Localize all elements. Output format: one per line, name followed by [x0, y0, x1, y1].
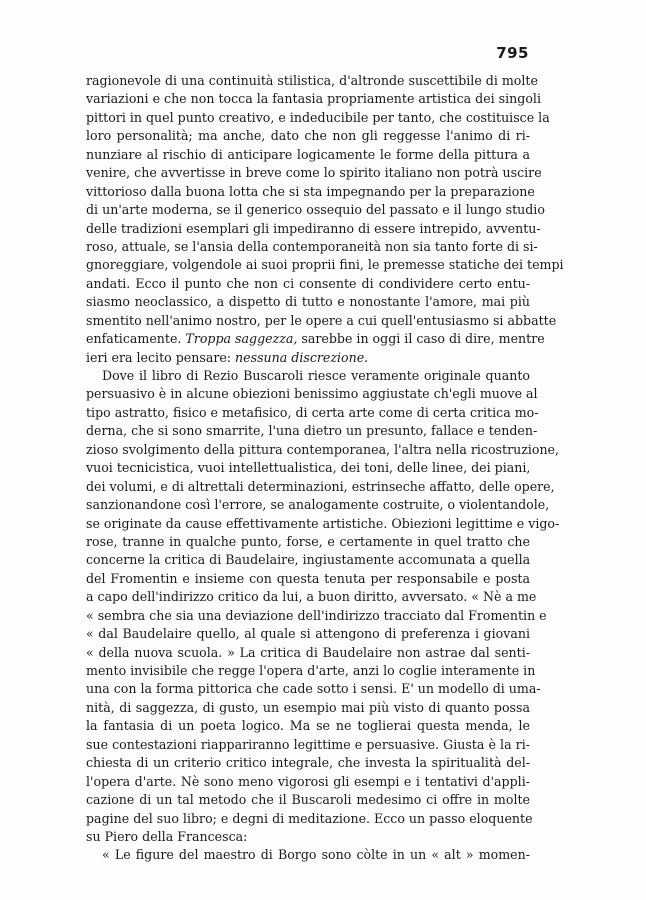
text-line: l'opera d'arte. Nè sono meno vigorosi gli esempi e i tentativi d'appli-: [86, 773, 530, 789]
text-line: del Fromentin e insieme con questa tenuta per responsabile e posta: [86, 570, 530, 586]
text-line: mento invisibile che regge l'opera d'arte, anzi lo coglie interamente in: [86, 663, 536, 678]
page-number: 795: [496, 44, 529, 62]
text-line: zioso svolgimento della pittura contemporanea, l'altra nella ricostruzione,: [86, 441, 560, 457]
emphasis: Troppa saggezza,: [185, 331, 298, 347]
text-line: se originate da cause effettivamente artistiche. Obiezioni legittime e vigo-: [86, 515, 560, 531]
text-line: siasmo neoclassico, a dispetto di tutto e nonostante l'amore, mai più: [86, 294, 530, 310]
text-line: rose, tranne in qualche punto, forse, e certamente in quel tratto che: [86, 533, 530, 549]
text-line: vittorioso dalla buona lotta che si sta impegnando per la preparazione: [86, 183, 535, 199]
text-line: smentito nell'animo nostro, per le opere a cui quell'entusiasmo si abbatte: [86, 312, 557, 328]
text-line: loro personalità; ma anche, dato che non gli reggesse l'animo di ri-: [86, 128, 530, 144]
text-line: nità, di saggezza, di gusto, un esempio mai più visto di quanto possa: [86, 699, 530, 715]
body-text: [86, 72, 564, 865]
text-line: derna, che si sono smarrite, l'una dietro un presunto, fallace e tenden-: [86, 423, 538, 439]
text-line: chiesta di un criterio critico integrale, che investa la spiritualità del-: [86, 755, 530, 771]
emphasis: nessuna discrezione.: [235, 349, 369, 365]
text-line: cazione di un tal metodo che il Buscaroli medesimo ci offre in molte: [86, 792, 530, 808]
text-line: sue contestazioni riappariranno legittime e persuasive. Giusta è la ri-: [86, 736, 530, 752]
text-line: ieri era lecito pensare: nessuna discrezione.: [86, 349, 369, 365]
text-line: di un'arte moderna, se il generico ossequio del passato e il lungo studio: [86, 202, 545, 218]
text-line: « della nuova scuola. » La critica di Baudelaire non astrae dal senti-: [86, 644, 530, 660]
text-line: concerne la critica di Baudelaire, ingiustamente accomunata a quella: [86, 552, 531, 568]
text-line: dei volumi, e di altrettali determinazioni, estrinseche affatto, delle opere,: [86, 478, 555, 494]
text-line: delle tradizioni esemplari gli impediranno di essere intrepido, avventu-: [86, 220, 541, 236]
text-line: su Piero della Francesca:: [86, 828, 248, 844]
text-line: roso, attuale, se l'ansia della contemporaneità non sia tanto forte di si-: [86, 238, 538, 254]
text-line: Dove il libro di Rezio Buscaroli riesce veramente originale quanto: [102, 368, 530, 383]
text-line: « dal Baudelaire quello, al quale si attengono di preferenza i giovani: [86, 626, 530, 642]
text-line: venire, che avvertisse in breve come lo spirito italiano non potrà uscire: [86, 165, 542, 181]
text-line: vuoi tecnicistica, vuoi intellettualistica, dei toni, delle linee, dei piani,: [86, 460, 531, 476]
text-line: la fantasia di un poeta logico. Ma se ne toglierai questa menda, le: [86, 718, 530, 734]
text-line: persuasivo è in alcune obiezioni benissimo aggiustate ch'egli muove al: [86, 386, 538, 402]
text-line: tipo astratto, fisico e metafisico, di certa arte come di certa critica mo-: [86, 404, 539, 420]
text-line: gnoreggiare, volgendole ai suoi proprii fini, le premesse statiche dei tempi: [86, 257, 564, 273]
text-line: andati. Ecco il punto che non ci consente di condividere certo entu-: [86, 275, 530, 291]
text-line: ragionevole di una continuità stilistica, d'altronde suscettibile di molte: [86, 73, 538, 88]
text-line: « sembra che sia una deviazione dell'indirizzo tracciato dal Fromentin e: [86, 607, 547, 623]
text-line: a capo dell'indirizzo critico da lui, a buon diritto, avversato. « Nè a me: [86, 589, 537, 605]
text-line: una con la forma pittorica che cade sotto i sensi. E' un modello di uma-: [86, 681, 541, 697]
text-line: variazioni e che non tocca la fantasia propriamente artistica dei singoli: [86, 91, 541, 107]
text-line: « Le figure del maestro di Borgo sono còlte in un « alt » momen-: [102, 847, 530, 863]
text-line: nunziare al rischio di anticipare logicamente le forme della pittura a: [86, 146, 530, 162]
text-line: pagine del suo libro; e degni di meditazione. Ecco un passo eloquente: [86, 810, 533, 826]
text-line: pittori in quel punto creativo, e indeducibile per tanto, che costituisce la: [86, 109, 550, 125]
text-line: sanzionandone così l'errore, se analogamente costruite, o violentandole,: [86, 497, 550, 513]
text-line: enfaticamente. Troppa saggezza, sarebbe in oggi il caso di dire, mentre: [86, 331, 545, 347]
